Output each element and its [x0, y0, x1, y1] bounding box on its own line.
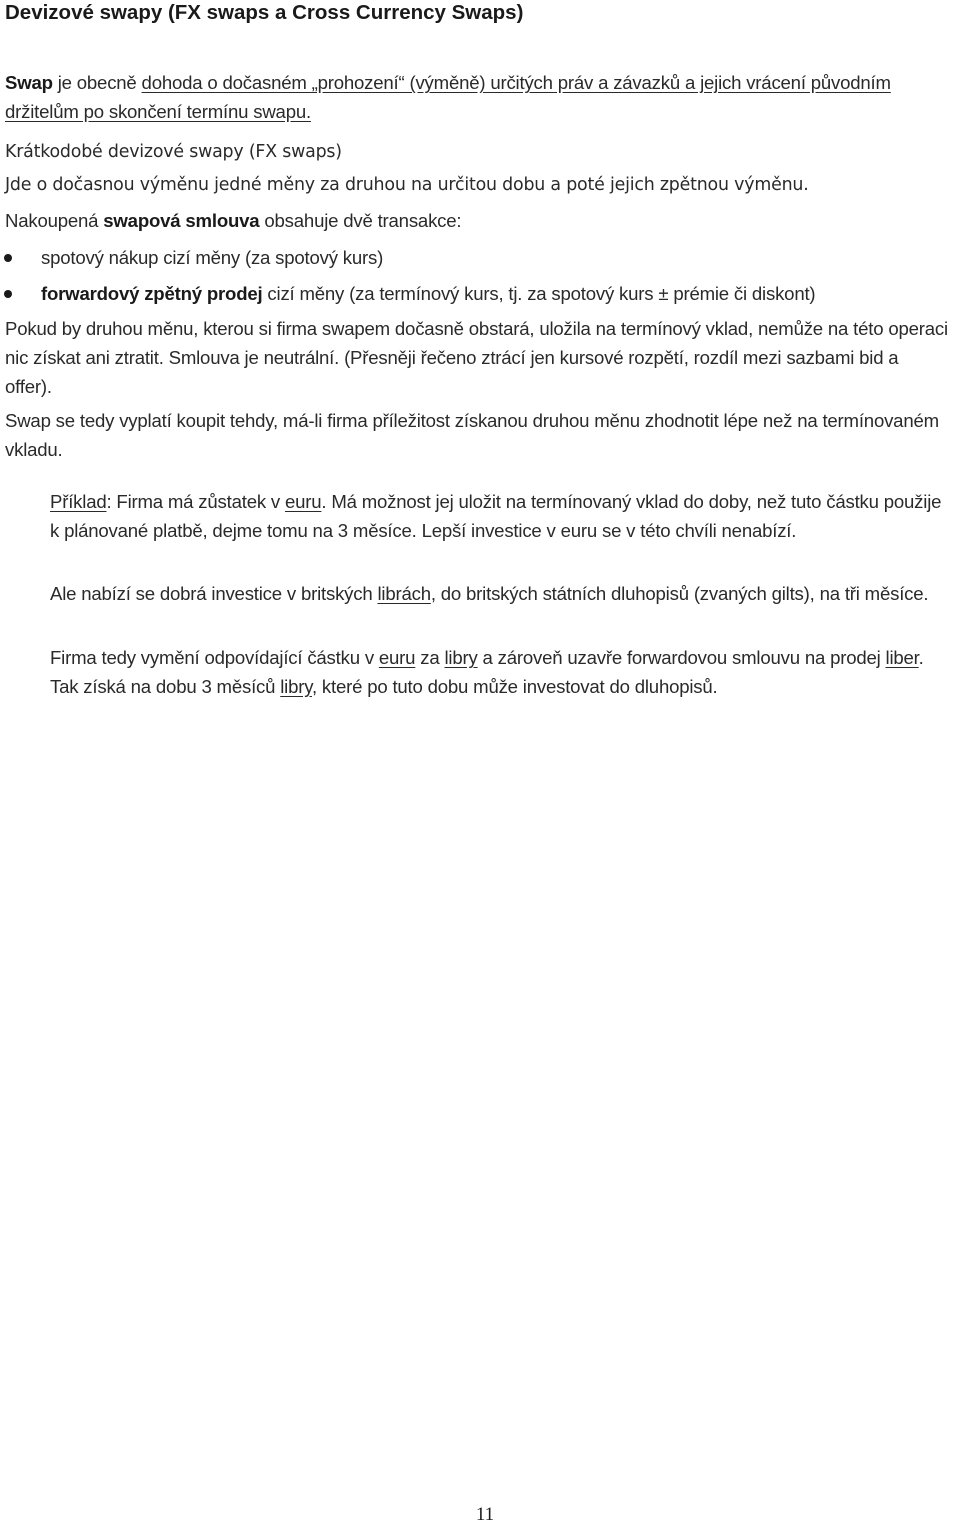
example-paragraph — [50, 487, 950, 545]
exchange-t1: Firma tedy vymění odpovídající částku v — [50, 647, 379, 668]
pounds-term: librách — [377, 583, 431, 604]
pounds-pre: Ale nabízí se dobrá investice v britských — [50, 583, 378, 604]
definition-connector: je obecně — [52, 72, 142, 93]
contract-post: obsahuje dvě transakce: — [259, 210, 462, 231]
fx-swaps-heading: Krátkodobé devizové swapy (FX swaps) — [5, 142, 342, 162]
pounds-term: libry — [444, 647, 478, 668]
swap-term: Swap — [5, 72, 53, 93]
swap-pays-paragraph: Swap se tedy vyplatí koupit tehdy, má-li firma příležitost získanou druhou měnu zhodnotit lépe než na termínovaném vkladu. — [5, 410, 939, 460]
list-item — [0, 243, 960, 273]
contract-intro — [5, 206, 950, 235]
example-label: Příklad — [50, 491, 107, 512]
bullet-text-forward — [41, 279, 815, 308]
pounds-post: , do britských státních dluhopisů (zvaných gilts), na tři měsíce. — [430, 583, 929, 604]
forward-term: forwardový zpětný prodej — [41, 283, 263, 304]
exchange-t2: za — [415, 647, 445, 668]
neutral-paragraph: Pokud by druhou měnu, kterou si firma swapem dočasně obstará, uložila na termínový vklad, nemůže na této operaci nic získat ani ztratit. Smlouva je neutrální. (Přesněji řečeno ztrácí jen kursové rozpětí, rozdíl mezi sazbami bid a offer). — [5, 318, 948, 397]
example-rest: . Má možnost jej uložit na termínovaný vklad do doby, než tuto částku použije k plánované platbě, dejme tomu na 3 měsíce. Lepší investice v euru se v této chvíli nenabízí. — [50, 491, 942, 541]
contract-term: swapová smlouva — [103, 210, 260, 231]
exchange-t3: a zároveň uzavře forwardovou smlouvu na prodej — [477, 647, 886, 668]
exchange-t4: . Tak získá na dobu 3 měsíců — [50, 647, 924, 697]
example-colon: : Firma má zůstatek v — [106, 491, 285, 512]
list-item — [0, 279, 960, 309]
swap-definition — [5, 68, 950, 126]
bullet-icon — [4, 290, 12, 298]
page-title: Devizové swapy (FX swaps a Cross Currency Swaps) — [5, 1, 524, 24]
example-exchange-paragraph — [50, 643, 950, 701]
exchange-t5: , které po tuto dobu může investovat do dluhopisů. — [311, 676, 718, 697]
example-pounds-paragraph — [50, 579, 950, 608]
euro-term: euru — [378, 647, 416, 668]
forward-rest: cizí měny (za termínový kurs, tj. za spotový kurs ± prémie či diskont) — [262, 283, 816, 304]
definition-text: dohoda o dočasném „prohození“ (výměně) určitých práv a závazků a jejich vrácení původním držitelům po skončení termínu swapu. — [5, 72, 891, 122]
bullet-text-spot: spotový nákup cizí měny (za spotový kurs) — [41, 247, 384, 268]
bullet-icon — [4, 254, 12, 262]
euro-term: euru — [284, 491, 322, 512]
page-number: 11 — [475, 1504, 495, 1525]
fx-swaps-description: Jde o dočasnou výměnu jedné měny za druhou na určitou dobu a poté jejich zpětnou výměnu. — [5, 175, 809, 195]
pounds-term: liber — [885, 647, 919, 668]
contract-pre: Nakoupená — [5, 210, 104, 231]
pounds-term: libry — [280, 676, 312, 697]
